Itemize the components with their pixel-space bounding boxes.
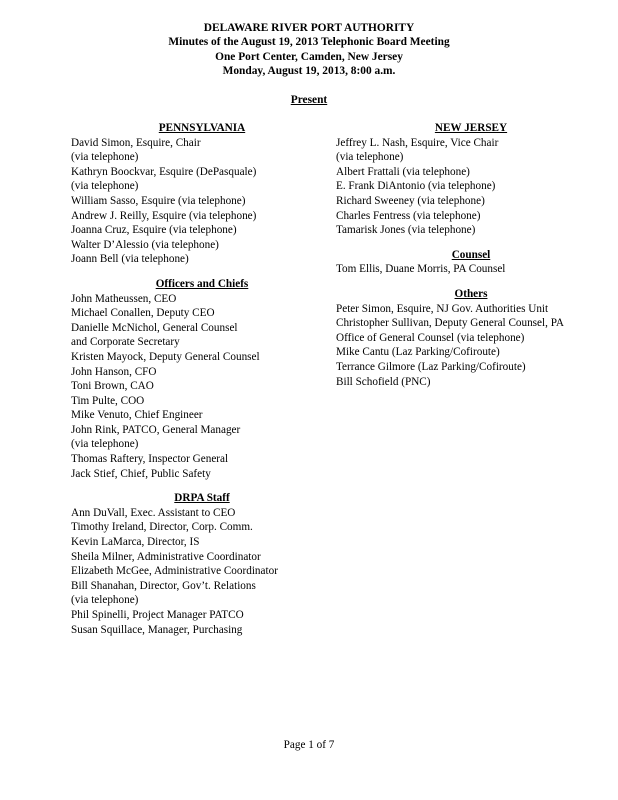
section-counsel — [336, 248, 606, 277]
section-title: DRPA Staff — [174, 492, 230, 505]
attendee-line: (via telephone) — [336, 151, 404, 164]
section-pennsylvania — [71, 121, 333, 267]
attendee-line: (via telephone) — [71, 151, 139, 164]
section-new-jersey — [336, 121, 606, 238]
attendee-line: John Matheussen, CEO — [71, 292, 177, 305]
attendee-line: Tim Pulte, COO — [71, 394, 145, 407]
meeting-title: Minutes of the August 19, 2013 Telephonic Board Meeting — [168, 36, 450, 49]
attendee-line: Ann DuVall, Exec. Assistant to CEO — [71, 506, 236, 519]
section-officers — [71, 277, 333, 481]
attendee-line: and Corporate Secretary — [71, 336, 180, 349]
section-title: Others — [454, 287, 488, 300]
attendee-line: Jeffrey L. Nash, Esquire, Vice Chair — [336, 136, 499, 149]
document-header — [0, 21, 618, 79]
attendee-line: Richard Sweeney (via telephone) — [336, 194, 485, 207]
attendee-line: Jack Stief, Chief, Public Safety — [71, 467, 211, 480]
attendee-line: Kevin LaMarca, Director, IS — [71, 536, 200, 549]
attendee-line: John Rink, PATCO, General Manager — [71, 423, 241, 436]
attendee-line: Mike Cantu (Laz Parking/Cofiroute) — [336, 346, 500, 359]
attendee-line: (via telephone) — [71, 180, 139, 193]
attendee-line: Tamarisk Jones (via telephone) — [336, 224, 476, 237]
attendee-line: Bill Schofield (PNC) — [336, 375, 431, 388]
section-title: Counsel — [451, 248, 491, 261]
attendee-line: Charles Fentress (via telephone) — [336, 209, 481, 222]
attendee-line: (via telephone) — [71, 438, 139, 451]
attendee-line: Tom Ellis, Duane Morris, PA Counsel — [336, 263, 506, 276]
page-number: Page 1 of 7 — [283, 739, 335, 751]
right-column — [336, 121, 606, 389]
attendee-line: Terrance Gilmore (Laz Parking/Cofiroute) — [336, 360, 526, 373]
attendee-line: Susan Squillace, Manager, Purchasing — [71, 623, 243, 636]
section-others — [336, 287, 606, 389]
org-name: DELAWARE RIVER PORT AUTHORITY — [203, 22, 415, 34]
section-title: NEW JERSEY — [434, 122, 508, 134]
attendee-line: Walter D’Alessio (via telephone) — [71, 238, 219, 251]
attendee-line: Bill Shanahan, Director, Gov’t. Relations — [71, 579, 256, 592]
attendee-line: William Sasso, Esquire (via telephone) — [71, 194, 246, 207]
attendee-line: Elizabeth McGee, Administrative Coordinator — [71, 565, 278, 578]
attendee-line: Toni Brown, CAO — [71, 380, 154, 393]
attendee-line: Albert Frattali (via telephone) — [336, 165, 470, 178]
attendee-line: Thomas Raftery, Inspector General — [71, 453, 229, 466]
section-drpa-staff — [71, 491, 333, 637]
attendee-line: David Simon, Esquire, Chair — [71, 136, 201, 149]
left-column — [71, 121, 333, 637]
attendee-line: Peter Simon, Esquire, NJ Gov. Authorities Unit — [336, 302, 549, 315]
present-heading: Present — [290, 94, 328, 106]
attendee-line: Phil Spinelli, Project Manager PATCO — [71, 609, 244, 621]
attendee-line: Joann Bell (via telephone) — [71, 253, 189, 266]
attendee-line: E. Frank DiAntonio (via telephone) — [336, 180, 496, 193]
meeting-datetime: Monday, August 19, 2013, 8:00 a.m. — [222, 65, 396, 78]
attendee-line: Kristen Mayock, Deputy General Counsel — [71, 350, 260, 363]
attendee-line: Kathryn Boockvar, Esquire (DePasquale) — [71, 165, 257, 178]
attendee-line: Timothy Ireland, Director, Corp. Comm. — [71, 521, 253, 534]
attendee-line: Joanna Cruz, Esquire (via telephone) — [71, 224, 237, 237]
section-title: Officers and Chiefs — [155, 277, 249, 290]
attendee-line: Christopher Sullivan, Deputy General Counsel, PA — [336, 317, 564, 330]
attendee-line: (via telephone) — [71, 594, 139, 607]
attendee-line: Andrew J. Reilly, Esquire (via telephone) — [71, 209, 257, 222]
attendee-line: Office of General Counsel (via telephone) — [336, 331, 525, 344]
attendee-line: John Hanson, CFO — [71, 365, 157, 378]
attendee-line: Michael Conallen, Deputy CEO — [71, 307, 215, 320]
attendee-line: Sheila Milner, Administrative Coordinator — [71, 550, 261, 563]
attendee-line: Mike Venuto, Chief Engineer — [71, 409, 203, 422]
section-title: PENNSYLVANIA — [158, 122, 246, 134]
meeting-location: One Port Center, Camden, New Jersey — [215, 50, 403, 63]
attendee-line: Danielle McNichol, General Counsel — [71, 321, 238, 334]
